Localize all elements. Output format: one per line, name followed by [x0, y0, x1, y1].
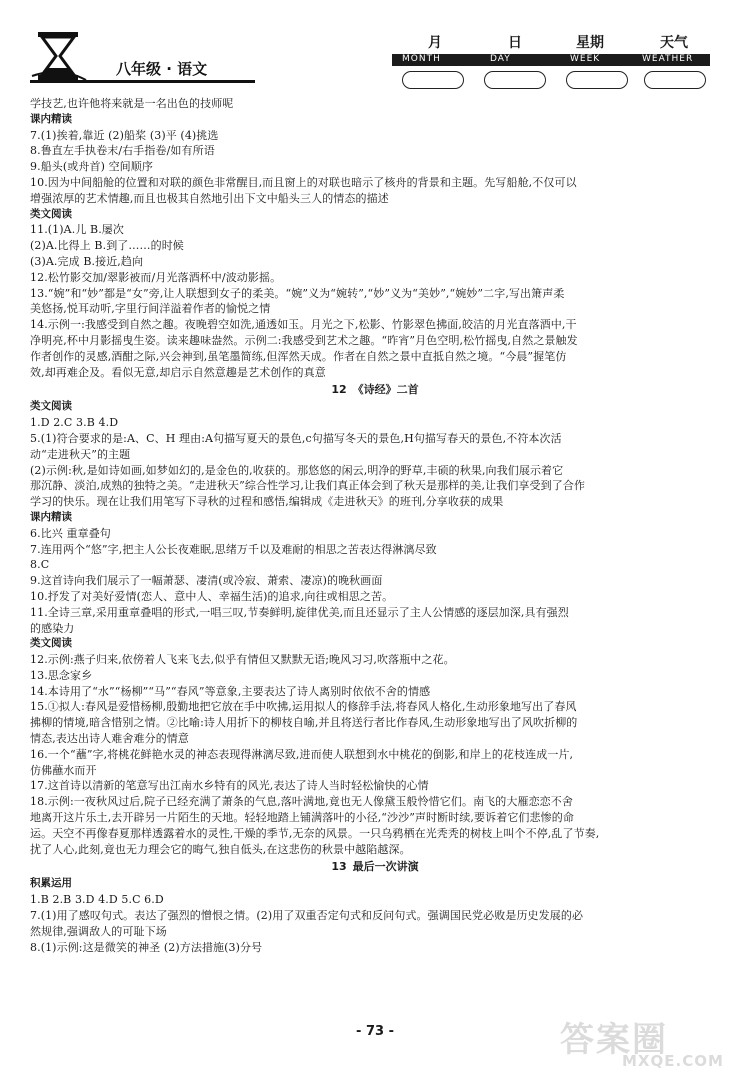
- answer-line: 效,却再难企及。看似无意,却启示自然意趣是艺术创作的真意: [30, 365, 326, 379]
- answer-content: [30, 96, 720, 955]
- answer-line: 运。天空不再像春夏那样透露着水的灵性,干燥的季节,无奈的风景。一只乌鸦栖在光秃秃的树枝上叫个不停,乱了节奏,: [30, 826, 600, 840]
- answer-line: 的感染力: [30, 621, 75, 635]
- month-input-slot[interactable]: [402, 71, 464, 89]
- date-weather-box: [392, 32, 710, 93]
- answer-line: 11.(1)A.儿 B.屡次: [30, 223, 124, 237]
- day-input-slot[interactable]: [484, 71, 546, 89]
- answer-line: 学技艺,也许他将来就是一名出色的技师呢: [30, 97, 234, 110]
- answer-line: 13.“婉”和“妙”都是“女”旁,让人联想到女子的柔美。“婉”义为“婉转”,“妙”义为“美妙”,“婉妙”二字,写出箫声柔: [30, 286, 565, 300]
- answer-line: 拂柳的情境,暗含惜别之情。②比喻:诗人用折下的柳枝自喻,并且将送行者比作春风,生动形象地写出了风吹折柳的: [30, 716, 578, 730]
- chapter-title: 《诗经》二首: [352, 383, 419, 397]
- section-heading: 类文阅读: [30, 637, 72, 650]
- answer-line: 7.(1)用了感叹句式。表达了强烈的憎恨之情。(2)用了双重否定句式和反问句式。强调国民党必败是历史发展的必: [30, 909, 584, 923]
- answer-line: (2)示例:秋,是如诗如画,如梦如幻的,是金色的,收获的。那悠悠的闲云,明净的野草,丰硕的秋果,向我们展示着它: [30, 463, 564, 477]
- chapter-number: 13: [331, 860, 347, 874]
- page-number: - 73 -: [356, 1024, 394, 1039]
- chapter-number: 12: [331, 383, 347, 397]
- answer-line: 15.①拟人:春风是爱惜杨柳,殷勤地把它放在手中吹拂,运用拟人的修辞手法,将春风人格化,生动形象地写出了春风: [30, 700, 577, 714]
- chapter-title: 最后一次讲演: [352, 860, 419, 874]
- header-underline: [30, 80, 255, 83]
- answer-line: 学习的快乐。现在让我们用笔写下寻秋的过程和感悟,编辑成《走进秋天》的班刊,分享收获的成果: [30, 495, 504, 509]
- month-en: MONTH: [402, 54, 441, 64]
- section-heading: 积累运用: [30, 877, 72, 890]
- answer-line: 12.示例:燕子归来,依傍着人飞来飞去,似乎有情但又默默无语;晚风习习,吹落瓶中之花。: [30, 653, 455, 667]
- watermark-logo: [560, 1012, 745, 1070]
- chapter-heading: [30, 382, 720, 398]
- answer-line: 美悠扬,悦耳动听,字里行间洋溢着作者的愉悦之情: [30, 302, 271, 316]
- answer-line: 1.B 2.B 3.D 4.D 5.C 6.D: [30, 893, 164, 907]
- answer-line: 9.这首诗向我们展示了一幅萧瑟、凄清(或冷寂、萧索、凄凉)的晚秋画面: [30, 574, 383, 588]
- section-heading: 课内精读: [30, 510, 72, 523]
- answer-line: 12.松竹影交加/翠影被而/月光落酒杯中/波动影摇。: [30, 270, 282, 284]
- answer-line: (3)A.完成 B.接近,趋向: [30, 254, 144, 268]
- answer-line: 动“走进秋天”的主题: [30, 447, 131, 461]
- answer-line: 仿佛蘸水而开: [30, 763, 97, 777]
- hourglass-icon: [30, 30, 88, 82]
- answer-line: 作者创作的灵感,酒酣之际,兴会神到,虽笔墨简练,但浑然天成。作者在自然之景中直抵自然之境。“今晨”握笔仿: [30, 349, 567, 363]
- answer-line: 14.本诗用了“水”“杨柳”“马”“春风”等意象,主要表达了诗人离别时依依不舍的情感: [30, 684, 431, 698]
- answer-line: 16.一个“蘸”字,将桃花鲜艳水灵的神态表现得淋漓尽致,进而使人联想到水中桃花的倒影,和岸上的花枝连成一片,: [30, 747, 574, 761]
- answer-line: 11.全诗三章,采用重章叠唱的形式,一唱三叹,节奏鲜明,旋律优美,而且还显示了主人公情感的逐层加深,具有强烈: [30, 605, 569, 619]
- grade-subject-label: 八年级 · 语文: [116, 60, 208, 78]
- week-en: WEEK: [570, 54, 601, 64]
- week-label: 星期: [576, 35, 604, 51]
- day-label: 日: [508, 35, 522, 51]
- chapter-heading: [30, 859, 720, 875]
- answer-line: 然规律,强调敌人的可耻下场: [30, 924, 167, 938]
- answer-line: 7.连用两个“悠”字,把主人公长夜难眠,思绪万千以及难耐的相思之苦表达得淋漓尽致: [30, 542, 437, 556]
- answer-line: 14.示例一:我感受到自然之趣。夜晚碧空如洗,通透如玉。月光之下,松影、竹影翠色拂面,皎洁的月光直落酒中,干: [30, 318, 577, 332]
- answer-line: 10.因为中间船舱的位置和对联的颜色非常醒目,而且窗上的对联也暗示了核舟的背景和主题。先写船舱,不仅可以: [30, 175, 577, 189]
- answer-line: 6.比兴 重章叠句: [30, 526, 111, 540]
- answer-line: 8.鲁直左手执卷末/右手指卷/如有所语: [30, 144, 215, 158]
- answer-line: 增强浓厚的艺术情趣,而且也极其自然地引出下文中船头三人的情态的描述: [30, 191, 389, 205]
- section-heading: 类文阅读: [30, 400, 72, 413]
- answer-line: 9.船头(或舟首) 空间顺序: [30, 160, 153, 174]
- day-en: DAY: [490, 54, 511, 64]
- answer-line: 那沉静、淡泊,成熟的独特之美。“走进秋天”综合性学习,让我们真正体会到了秋天是那样的美,让我们享受到了合作: [30, 479, 586, 493]
- answer-line: 净明亮,杯中月影摇曳生姿。读来趣味盎然。示例二:我感受到艺术之趣。“昨宵”月色空明,松竹摇曳,自然之景触发: [30, 333, 578, 347]
- date-en-bar: [392, 54, 710, 66]
- answer-line: (2)A.比得上 B.到了……的时候: [30, 239, 184, 253]
- month-label: 月: [428, 35, 442, 51]
- answer-line: 1.D 2.C 3.B 4.D: [30, 416, 119, 430]
- section-heading: 课内精读: [30, 112, 72, 125]
- watermark-sub: MXQE.COM: [622, 1052, 724, 1070]
- page-header: [0, 0, 750, 92]
- week-input-slot[interactable]: [566, 71, 628, 89]
- watermark-main: 答案圈: [560, 1020, 668, 1060]
- weather-en: WEATHER: [642, 54, 694, 64]
- answer-line: 8.C: [30, 558, 50, 572]
- answer-line: 8.(1)示例:这是微笑的神圣 (2)方法措施(3)分号: [30, 940, 263, 954]
- answer-line: 扰了人心,此刻,竟也无力理会它的晦气,独自低头,在这悲伤的秋景中越陷越深。: [30, 842, 411, 856]
- weather-input-slot[interactable]: [644, 71, 706, 89]
- weather-label: 天气: [660, 35, 688, 51]
- answer-line: 18.示例:一夜秋风过后,院子已经充满了萧条的气息,落叶满地,竟也无人像黛玉般怜惜它们。南飞的大雁恋恋不舍: [30, 795, 573, 809]
- section-heading: 类文阅读: [30, 207, 72, 220]
- answer-line: 7.(1)挨着,靠近 (2)船桨 (3)平 (4)挑选: [30, 128, 219, 142]
- answer-line: 地离开这片乐土,去开辟另一片陌生的天地。轻轻地踏上铺满落叶的小径,“沙沙”声时断时续,要诉着它们悲惨的命: [30, 811, 574, 825]
- answer-line: 17.这首诗以清新的笔意写出江南水乡特有的风光,表达了诗人当时轻松愉快的心情: [30, 779, 429, 793]
- answer-line: 5.(1)符合要求的是:A、C、H 理由:A句描写夏天的景色,c句描写冬天的景色,H句描写春天的景色,不符本次活: [30, 431, 562, 445]
- answer-line: 13.思念家乡: [30, 668, 93, 682]
- answer-line: 情态,表达出诗人难舍难分的情意: [30, 732, 189, 746]
- answer-line: 10.抒发了对美好爱情(恋人、意中人、幸福生活)的追求,向往或相思之苦。: [30, 589, 394, 603]
